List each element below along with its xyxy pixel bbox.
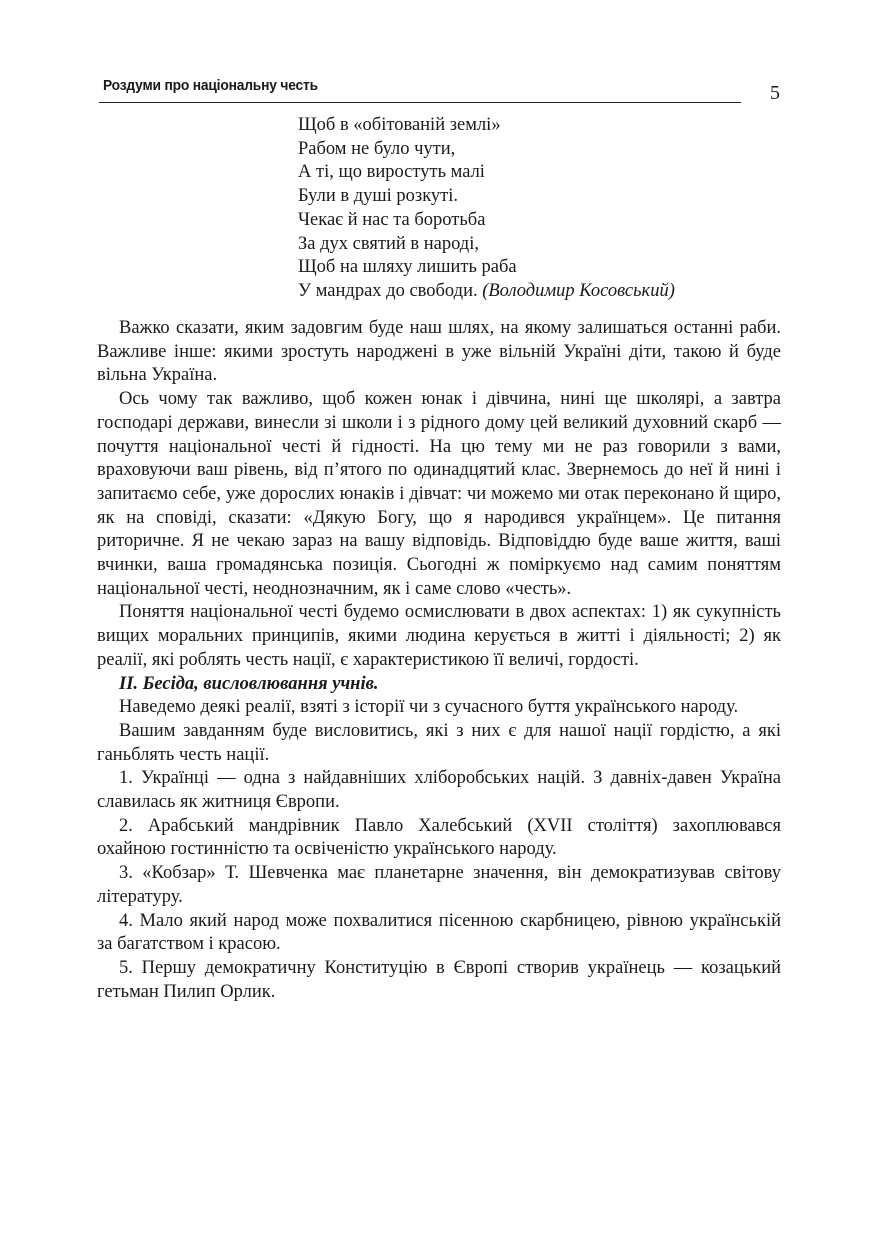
list-item: 1. Українці — одна з найдавніших хліборобських націй. З давніх-давен Україна славилась як житниця Європи. [97,768,781,813]
list-item: 5. Першу демократичну Конституцію в Європі створив українець — козацький гетьман Пилип Орлик. [97,957,781,1002]
list-item: 4. Мало який народ може похвалитися пісенною скарбницею, рівною українській за багатством і красою. [97,910,781,955]
paragraph: Вашим завданням буде висловитись, які з них є для нашої нації гордістю, а які ганьблять честь нації. [97,720,781,765]
paragraph: Важко сказати, яким задовгим буде наш шлях, на якому залишаться останні раби. Важливе інше: якими зростуть народжені в уже вільній Україні діти, такою й буде вільна Україна. [97,318,781,386]
list-item: 2. Арабський мандрівник Павло Халебський (XVII століття) захоплювався охайною гостинністю та освіченістю українського народу. [97,815,781,860]
running-header [99,76,741,103]
paragraph: Наведемо деякі реалії, взяті з історії чи з сучасного буття українського народу. [119,697,739,718]
poem-line: Чекає й нас та боротьба [298,209,486,230]
poem-line: Були в душі розкуті. [298,186,459,207]
poem-author: (Володимир Косовський) [482,280,675,301]
poem-line: Рабом не було чути, [298,138,456,159]
page-number: 5 [770,82,780,104]
poem-line: Щоб на шляху лишить раба [298,257,517,278]
running-title: Роздуми про національну честь [103,77,318,94]
section-heading: ІІ. Бесіда, висловлювання учнів. [119,673,379,694]
paragraph: Поняття національної честі будемо осмислювати в двох аспектах: 1) як сукупність вищих моральних принципів, якими людина керується в житті і діяльності; 2) як реалії, які роблять честь нації, є характеристикою її величі, гордості. [97,602,781,670]
paragraph: Ось чому так важливо, щоб кожен юнак і дівчина, нині ще школярі, а завтра господарі держави, винесли зі школи і з рідного дому цей великий духовний скарб — почуття національної честі й гідності. На цю тему ми не раз говорили з вами, враховуючи ваш рівень, від п’ятого по одинадцятий клас. Звернемось до неї й нині і запитаємо себе, уже дорослих юнаків і дівчат: чи можемо ми отак переконано й щиро, як на сповіді, сказати: «Дякую Богу, що я народився українцем». Це питання риторичне. Я не чекаю зараз на вашу відповідь. Відповіддю буде ваше життя, ваші вчинки, ваша громадянська позиція. Сьогодні ж поміркуємо над самим поняттям національної честі, неоднозначним, як і саме слово «честь». [97,389,781,599]
poem-line-text: У мандрах до свободи. [298,280,478,301]
list-item: 3. «Кобзар» Т. Шевченка має планетарне значення, він демократизував світову літературу. [97,863,781,907]
poem-last-line [298,280,758,304]
poem-line: Щоб в «обітованій землі» [298,115,501,135]
main-text [97,317,781,1004]
poem-line: За дух святий в народі, [298,233,479,254]
poem-line: А ті, що виростуть малі [298,162,485,183]
poem-epigraph [298,114,758,304]
